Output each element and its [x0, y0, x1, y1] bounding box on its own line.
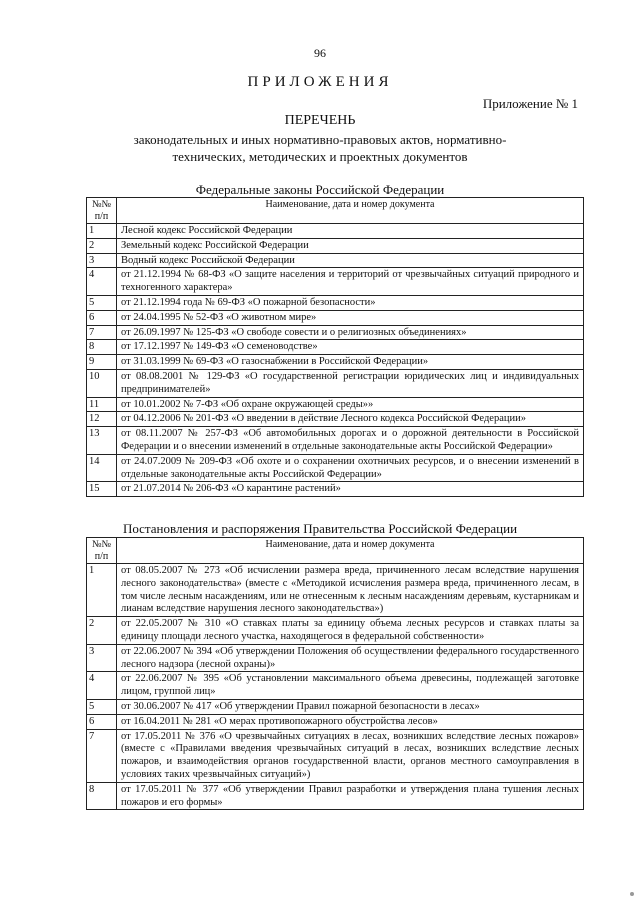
document-name: от 17.05.2011 № 376 «О чрезвычайных ситуациях в лесах, возникших вследствие лесных пожаров» (вместе с «Правилами введения чрезвычайных ситуаций в лесах, возникших вследствие лесных пожаров, и взаимодействия органов государственной власти, органов местного самоуправления в условиях таких чрезвычайных ситуаций»)	[117, 729, 584, 782]
table-row	[87, 482, 584, 497]
table-header-row	[87, 538, 584, 564]
document-name: от 22.05.2007 № 310 «О ставках платы за единицу объема лесных ресурсов и ставках платы за единицу площади лесного участка, находящегося в федеральной собственности»	[117, 617, 584, 645]
document-name: от 08.08.2001 № 129-ФЗ «О государственной регистрации юридических лиц и индивидуальных предпринимателей»	[117, 369, 584, 397]
document-name: от 08.11.2007 № 257-ФЗ «Об автомобильных дорогах и о дорожной деятельности в Российской Федерации и о внесении изменений в отдельные законодательные акты Российской Федерации»	[117, 427, 584, 455]
appendix-number: Приложение № 1	[482, 96, 578, 111]
document-name: от 17.05.2011 № 377 «Об утверждении Правил разработки и утверждения плана тушения лесных пожаров и его формы»	[117, 782, 584, 810]
table-row	[87, 224, 584, 239]
document-name: от 24.04.1995 № 52-ФЗ «О животном мире»	[117, 310, 584, 325]
row-number: 13	[87, 427, 117, 455]
table-row	[87, 782, 584, 810]
row-number: 8	[87, 782, 117, 810]
row-number: 12	[87, 412, 117, 427]
row-number: 5	[87, 295, 117, 310]
document-name: от 10.01.2002 № 7-ФЗ «Об охране окружающей среды»»	[117, 397, 584, 412]
row-number: 7	[87, 729, 117, 782]
row-number: 1	[87, 224, 117, 239]
document-name: от 17.12.1997 № 149-ФЗ «О семеноводстве»	[117, 340, 584, 355]
table-row	[87, 672, 584, 700]
table-row	[87, 714, 584, 729]
document-name: от 31.03.1999 № 69-ФЗ «О газоснабжении в Российской Федерации»	[117, 355, 584, 370]
row-number: 14	[87, 454, 117, 482]
appendices-heading: ПРИЛОЖЕНИЯ	[247, 74, 393, 90]
document-name: Земельный кодекс Российской Федерации	[117, 238, 584, 253]
row-number: 8	[87, 340, 117, 355]
table-row	[87, 644, 584, 672]
row-number: 4	[87, 672, 117, 700]
table-row	[87, 295, 584, 310]
table-row	[87, 310, 584, 325]
document-name: от 16.04.2011 № 281 «О мерах противопожарного обустройства лесов»	[117, 714, 584, 729]
document-name: от 26.09.1997 № 125-ФЗ «О свободе совести и о религиозных объединениях»	[117, 325, 584, 340]
table-header-row	[87, 198, 584, 224]
federal-laws-table	[86, 197, 584, 497]
document-name: от 04.12.2006 № 201-ФЗ «О введении в действие Лесного кодекса Российской Федерации»	[117, 412, 584, 427]
col-num-header: №№ п/п	[87, 538, 117, 564]
table-row	[87, 340, 584, 355]
row-number: 5	[87, 699, 117, 714]
row-number: 2	[87, 617, 117, 645]
table-row	[87, 369, 584, 397]
list-title: ПЕРЕЧЕНЬ	[284, 113, 356, 128]
federal-laws-title: Федеральные законы Российской Федерации	[195, 182, 445, 197]
table-row	[87, 454, 584, 482]
document-name: Лесной кодекс Российской Федерации	[117, 224, 584, 239]
col-name-header: Наименование, дата и номер документа	[117, 538, 584, 564]
row-number: 2	[87, 238, 117, 253]
table-row	[87, 699, 584, 714]
government-acts-table	[86, 537, 584, 810]
row-number: 7	[87, 325, 117, 340]
page-number: 96	[314, 46, 326, 60]
table-row	[87, 617, 584, 645]
document-name: Водный кодекс Российской Федерации	[117, 253, 584, 268]
table-row	[87, 325, 584, 340]
document-name: от 21.12.1994 № 68-ФЗ «О защите населения и территорий от чрезвычайных ситуаций природного и техногенного характера»	[117, 268, 584, 296]
scan-mark	[630, 892, 634, 896]
document-name: от 21.07.2014 № 206-ФЗ «О карантине растений»	[117, 482, 584, 497]
row-number: 4	[87, 268, 117, 296]
row-number: 3	[87, 253, 117, 268]
table-row	[87, 238, 584, 253]
row-number: 9	[87, 355, 117, 370]
row-number: 10	[87, 369, 117, 397]
document-name: от 21.12.1994 года № 69-ФЗ «О пожарной безопасности»	[117, 295, 584, 310]
document-name: от 22.06.2007 № 394 «Об утверждении Положения об осуществлении федерального государственного лесного надзора (лесной охраны)»	[117, 644, 584, 672]
document-name: от 24.07.2009 № 209-ФЗ «Об охоте и о сохранении охотничьих ресурсов, и о внесении изменений в отдельные законодательные акты Российской Федерации»	[117, 454, 584, 482]
table-row	[87, 427, 584, 455]
government-acts-title: Постановления и распоряжения Правительства Российской Федерации	[122, 521, 518, 536]
document-name: от 30.06.2007 № 417 «Об утверждении Правил пожарной безопасности в лесах»	[117, 699, 584, 714]
list-subtitle	[100, 131, 540, 165]
subtitle-line-2: технических, методических и проектных документов	[172, 149, 468, 164]
row-number: 6	[87, 714, 117, 729]
document-name: от 22.06.2007 № 395 «Об установлении максимального объема древесины, подлежащей заготовке лицом, группой лиц»	[117, 672, 584, 700]
row-number: 15	[87, 482, 117, 497]
document-name: от 08.05.2007 № 273 «Об исчислении размера вреда, причиненного лесам вследствие нарушения лесного законодательства» (вместе с «Методикой исчисления размера вреда, причиненного лесам, в том числе лесным насаждениям, или не отнесенным к лесным насаждениям деревьям, кустарникам и лианам вследствие нарушения лесного законодательства»)	[117, 564, 584, 617]
row-number: 3	[87, 644, 117, 672]
table-row	[87, 412, 584, 427]
col-name-header: Наименование, дата и номер документа	[117, 198, 584, 224]
row-number: 6	[87, 310, 117, 325]
col-num-header: №№ п/п	[87, 198, 117, 224]
table-row	[87, 253, 584, 268]
table-row	[87, 397, 584, 412]
subtitle-line-1: законодательных и иных нормативно-правовых актов, нормативно-	[133, 132, 507, 147]
table-row	[87, 268, 584, 296]
row-number: 11	[87, 397, 117, 412]
table-row	[87, 355, 584, 370]
table-row	[87, 564, 584, 617]
row-number: 1	[87, 564, 117, 617]
table-row	[87, 729, 584, 782]
